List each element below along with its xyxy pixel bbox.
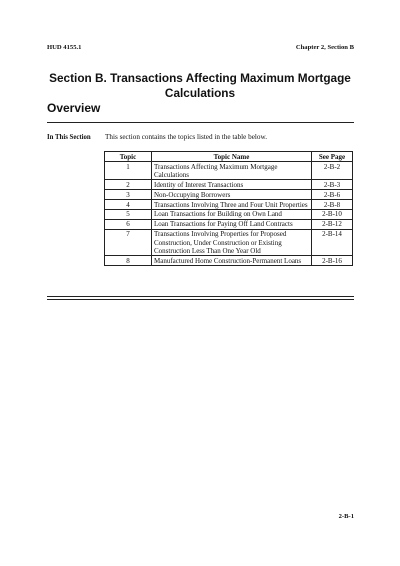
topic-name: Non-Occupying Borrowers <box>152 190 312 200</box>
bottom-divider-secondary <box>47 299 354 300</box>
in-this-section-label: In This Section <box>47 134 91 141</box>
topic-number: 1 <box>105 162 152 180</box>
topic-name: Manufactured Home Construction-Permanent Loans <box>152 256 312 266</box>
see-page: 2-B-12 <box>312 220 353 230</box>
header-topic-name: Topic Name <box>152 152 312 162</box>
overview-heading: Overview <box>47 101 101 115</box>
table-row <box>105 200 353 210</box>
see-page: 2-B-16 <box>312 256 353 266</box>
header-chapter-section: Chapter 2, Section B <box>295 44 354 51</box>
topic-name: Loan Transactions for Paying Off Land Contracts <box>152 220 312 230</box>
topic-number: 2 <box>105 180 152 190</box>
section-title-line-2: Calculations <box>164 85 236 100</box>
topic-number: 7 <box>105 229 152 255</box>
in-this-section-intro: This section contains the topics listed in the table below. <box>105 133 268 141</box>
topic-number: 8 <box>105 256 152 266</box>
see-page: 2-B-10 <box>312 210 353 220</box>
see-page: 2-B-8 <box>312 200 353 210</box>
section-title-line-1: Section B. Transactions Affecting Maximum Mortgage <box>49 71 351 85</box>
table-row <box>105 190 353 200</box>
see-page: 2-B-6 <box>312 190 353 200</box>
table-row <box>105 220 353 230</box>
table-header-row <box>105 152 353 162</box>
table-row <box>105 256 353 266</box>
topic-name: Transactions Involving Properties for Proposed Construction, Under Construction or Existing Construction Less Than One Year Old <box>152 229 312 255</box>
topic-name: Transactions Affecting Maximum Mortgage Calculations <box>152 162 312 180</box>
table-row <box>105 210 353 220</box>
table-row <box>105 162 353 180</box>
top-divider <box>47 122 354 123</box>
topic-number: 4 <box>105 200 152 210</box>
see-page: 2-B-14 <box>312 229 353 255</box>
topics-table <box>104 151 353 266</box>
bottom-divider <box>47 296 354 297</box>
topic-number: 5 <box>105 210 152 220</box>
table-row <box>105 229 353 255</box>
section-title <box>40 71 360 100</box>
topic-name: Identity of Interest Transactions <box>152 180 312 190</box>
page-number: 2-B-1 <box>338 513 354 520</box>
topic-number: 6 <box>105 220 152 230</box>
topic-name: Loan Transactions for Building on Own Land <box>152 210 312 220</box>
see-page: 2-B-2 <box>312 162 353 180</box>
topic-number: 3 <box>105 190 152 200</box>
table-row <box>105 180 353 190</box>
see-page: 2-B-3 <box>312 180 353 190</box>
topic-name: Transactions Involving Three and Four Unit Properties <box>152 200 312 210</box>
header-document-id: HUD 4155.1 <box>47 44 82 51</box>
header-see-page: See Page <box>312 152 353 162</box>
header-topic: Topic <box>105 152 152 162</box>
